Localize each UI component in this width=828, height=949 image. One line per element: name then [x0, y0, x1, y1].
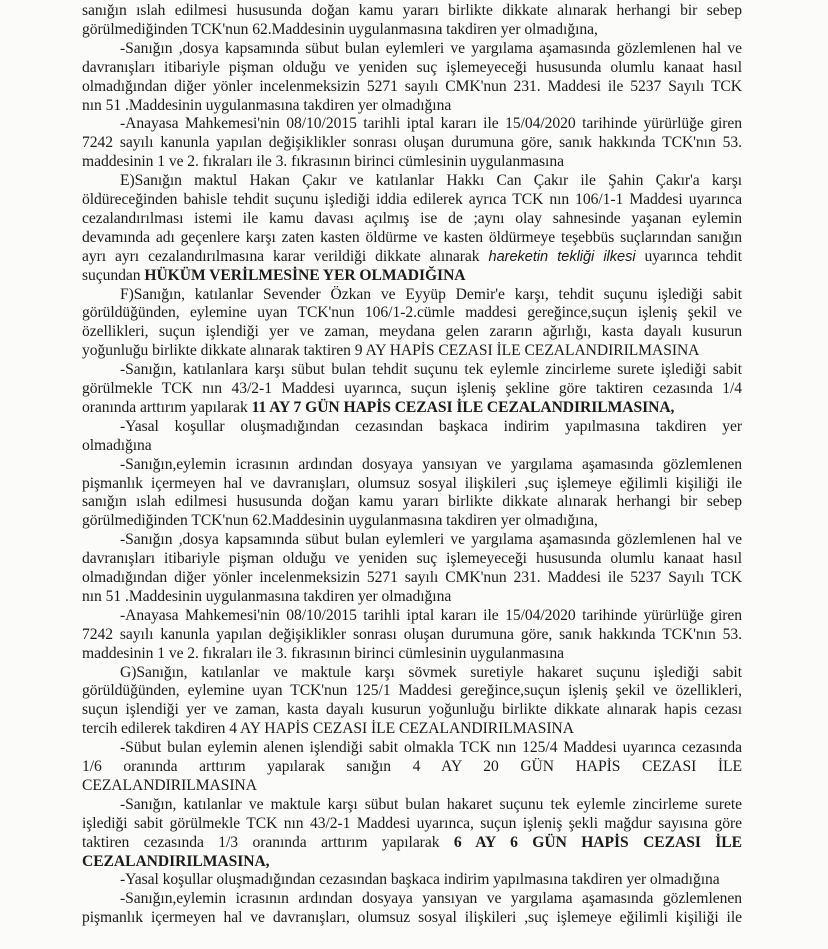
text-segment: F)Sanığın, katılanlar Sevender Özkan ve Eyyüp Demir'e karşı, tehdit suçunu işlediği sabit — [120, 285, 742, 303]
bold-phrase: 11 AY 7 GÜN HAPİS CEZASI İLE CEZALANDIRILMASINA, — [251, 398, 675, 416]
text-segment: ayrı ayrı cezalandırılmasına karar verildiği dikkate alınarak — [82, 247, 489, 265]
text-segment: uyarınca tehdit — [635, 247, 742, 265]
text-line — [82, 21, 742, 39]
text-segment: öldüreceğinden bahisle tehdit suçunu işlediği iddia edilerek ayrıca TCK nın 106/1-1 Maddesi uyarınca — [82, 191, 742, 208]
text-line — [82, 191, 742, 209]
text-line — [82, 777, 742, 795]
text-segment: CEZALANDIRILMASINA — [82, 776, 257, 794]
text-line — [82, 229, 742, 247]
text-segment: özellikleri, suçun işlendiği yer ve zaman, meydana gelen zararın ağırlığı, kasta dayalı kusurun — [82, 323, 742, 341]
text-segment: oranında arttırım yapılarak — [82, 398, 252, 416]
text-line — [82, 626, 742, 644]
text-segment: görüldüğünden, eylemine uyan TCK'nun 125/1 Maddesi gereğince,suçun işleniş şekil ve özellikleri, — [82, 682, 742, 700]
bold-phrase: 6 AY 6 GÜN HAPİS CEZASI İLE — [453, 833, 742, 851]
text-segment: görülmekle TCK nın 43/2-1 Maddesi uyarınca, suçun işleniş şekline göre taktiren cezasında 1/4 — [82, 380, 742, 397]
text-segment: -Sanığın,eylemin icrasının ardından dosyaya yansıyan ve yargılama aşamasında gözlemlenen — [120, 890, 742, 908]
text-line — [82, 645, 742, 663]
text-line — [82, 512, 742, 530]
text-line — [82, 134, 742, 152]
text-segment: -Sanığın, katılanlara karşı sübut bulan tehdit suçunu tek eylemle zincirleme surete işlediği sabit — [120, 361, 742, 379]
text-segment: görülmediğinden TCK'nun 62.Maddesinin uygulanmasına takdiren yer olmadığına, — [82, 512, 598, 530]
text-segment: -Sanığın ,dosya kapsamında sübut bulan eylemleri ve yargılama aşamasında gözlemlenen hal ve — [120, 531, 742, 549]
text-segment: tercih edilerek takdiren 4 AY HAPİS CEZASI İLE CEZALANDIRILMASINA — [82, 720, 574, 738]
text-line — [82, 569, 742, 587]
text-line — [82, 342, 742, 360]
text-line — [82, 59, 742, 77]
text-line — [82, 304, 742, 322]
text-segment: davranışları itibariyle pişman olduğu ve yeniden suç işlemeyeceği hususunda olumlu kanaat hasıl — [82, 58, 742, 76]
text-line — [82, 796, 742, 814]
text-segment: -Yasal koşullar oluşmadığından cezasından başkaca indirim yapılmasına takdiren yer — [120, 417, 742, 435]
text-line — [82, 267, 742, 285]
text-line — [82, 701, 742, 719]
text-line — [82, 890, 742, 908]
text-line — [82, 607, 742, 625]
text-line — [82, 834, 742, 852]
text-line — [82, 286, 742, 304]
text-line — [82, 153, 742, 171]
text-segment: sanığın ıslah edilmesi hususunda doğan kamu yararı birlikte dikkate alınarak herhangi bir sebep — [82, 2, 742, 19]
text-segment: -Sanığın ,dosya kapsamında sübut bulan eylemleri ve yargılama aşamasında gözlemlenen hal ve — [120, 39, 742, 57]
text-segment: yoğunluğu birlikte dikkate alınarak taktiren 9 AY HAPİS CEZASI İLE CEZALANDIRILMASINA — [82, 342, 700, 360]
bold-phrase: CEZALANDIRILMASINA, — [82, 852, 270, 870]
text-line — [82, 248, 742, 266]
text-line — [82, 815, 742, 833]
text-segment: sanığın ıslah edilmesi hususunda doğan kamu yararı birlikte dikkate alınarak herhangi bir sebep — [82, 493, 742, 511]
text-line — [82, 720, 742, 738]
text-line — [82, 664, 742, 682]
text-line — [82, 550, 742, 568]
text-segment: E)Sanığın maktul Hakan Çakır ve katılanlar Hakkı Can Çakır ile Şahin Çakır'a karşı — [120, 172, 742, 190]
text-line — [82, 531, 742, 549]
text-segment: suçun işlendiği yer ve zaman, kasta dayalı kusurun yoğunluğu birlikte dikkate alınarak hapis cezası — [82, 701, 742, 719]
italic-phrase: hareketin tekliği ilkesi — [488, 248, 636, 265]
text-segment: devamında adı geçenlere karşı zaten kasten öldürme ve kasten öldürmeye teşebbüs suçlarından sanığın — [82, 228, 742, 246]
bold-phrase: HÜKÜM VERİLMESİNE YER OLMADIĞINA — [144, 266, 466, 284]
text-line — [82, 323, 742, 341]
text-line — [82, 78, 742, 96]
text-segment: maddesinin 1 ve 2. fıkraları ile 3. fıkrasının birinci cümlesinin uygulanmasına — [82, 644, 564, 662]
text-line — [82, 853, 742, 871]
text-line — [82, 115, 742, 133]
text-line — [82, 682, 742, 700]
text-line — [82, 871, 742, 889]
text-segment: olmadığından diğer yönler incelenmeksizin 5271 sayılı CMK'nun 231. Maddesi ile 5237 Sayılı TCK — [82, 569, 742, 586]
text-segment: -Sanığın, katılanlar ve maktule karşı sübut bulan hakaret suçunu tek eylemle zincirleme surete — [120, 795, 742, 813]
text-segment: suçundan — [82, 266, 145, 284]
text-line — [82, 588, 742, 606]
text-line — [82, 361, 742, 379]
text-segment: cezalandırılması istemi ile kamu davası açılmış ise de ;aynı olay sahnesinde yaşanan eylemin — [82, 209, 742, 227]
text-line — [82, 418, 742, 436]
text-segment: işlediği sabit görülmekle TCK nın 43/2-1 Maddesi uyarınca, suçun işleniş şekli mağdur sayısına göre — [82, 814, 742, 832]
text-line — [82, 380, 742, 398]
text-segment: olmadığından diğer yönler incelenmeksizin 5271 sayılı CMK'nun 231. Maddesi ile 5237 Sayılı TCK — [82, 77, 742, 95]
text-segment: pişmanlık içermeyen hal ve davranışları, olumsuz sosyal ilişkileri ,suç işlemeye eğilimli kişiliği ile — [82, 474, 742, 492]
text-line — [82, 40, 742, 58]
text-line — [82, 909, 742, 927]
text-line — [82, 739, 742, 757]
text-segment: davranışları itibariyle pişman olduğu ve yeniden suç işlemeyeceği hususunda olumlu kanaat hasıl — [82, 550, 742, 568]
text-line — [82, 97, 742, 115]
text-line — [82, 758, 742, 776]
text-segment: -Yasal koşullar oluşmadığından cezasından başkaca indirim yapılmasına takdiren yer olmadığına — [120, 871, 720, 889]
text-segment: 7242 sayılı kanunla yapılan değişiklikler sonrası oluşan durumuna göre, sanık hakkında TCK'nın 53. — [82, 134, 742, 152]
text-line — [82, 475, 742, 493]
text-line — [82, 210, 742, 228]
text-segment: taktiren cezasında 1/3 oranında arttırım yapılarak — [82, 833, 454, 851]
text-segment: -Sübut bulan eylemin alenen işlendiği sabit olmakla TCK nın 125/4 Maddesi uyarınca cezasında — [120, 739, 742, 757]
text-segment: maddesinin 1 ve 2. fıkraları ile 3. fıkrasının birinci cümlesinin uygulanmasına — [82, 153, 564, 171]
text-segment: 1/6 oranında arttırım yapılarak sanığın 4 AY 20 GÜN HAPİS CEZASI İLE — [82, 758, 742, 775]
text-segment: olmadığına — [82, 436, 152, 454]
text-line — [82, 399, 742, 417]
text-line — [82, 493, 742, 511]
text-segment: görülmediğinden TCK'nun 62.Maddesinin uygulanmasına takdiren yer olmadığına, — [82, 20, 598, 38]
text-segment: -Anayasa Mahkemesi'nin 08/10/2015 tarihli iptal kararı ile 15/04/2020 tarihinde yürürlüğe giren — [120, 606, 742, 624]
text-line — [82, 456, 742, 474]
text-line — [82, 2, 742, 20]
text-line — [82, 172, 742, 190]
text-segment: G)Sanığın, katılanlar ve maktule karşı sövmek suretiyle hakaret suçunu işlediği sabit — [120, 663, 742, 681]
text-segment: nın 51 .Maddesinin uygulanmasına takdiren yer olmadığına — [82, 96, 452, 114]
text-segment: nın 51 .Maddesinin uygulanmasına takdiren yer olmadığına — [82, 587, 452, 605]
text-segment: -Anayasa Mahkemesi'nin 08/10/2015 tarihli iptal kararı ile 15/04/2020 tarihinde yürürlüğe giren — [120, 115, 742, 133]
text-segment: pişmanlık içermeyen hal ve davranışları, olumsuz sosyal ilişkileri ,suç işlemeye eğilimli kişiliği ile — [82, 909, 742, 927]
text-segment: -Sanığın,eylemin icrasının ardından dosyaya yansıyan ve yargılama aşamasında gözlemlenen — [120, 455, 742, 473]
text-segment: 7242 sayılı kanunla yapılan değişiklikler sonrası oluşan durumuna göre, sanık hakkında TCK'nın 53. — [82, 625, 742, 643]
text-line — [82, 437, 742, 455]
text-segment: görüldüğünden, eylemine uyan TCK'nun 106/1-2.cümle maddesi gereğince,suçun işleniş şekil ve — [82, 304, 742, 322]
